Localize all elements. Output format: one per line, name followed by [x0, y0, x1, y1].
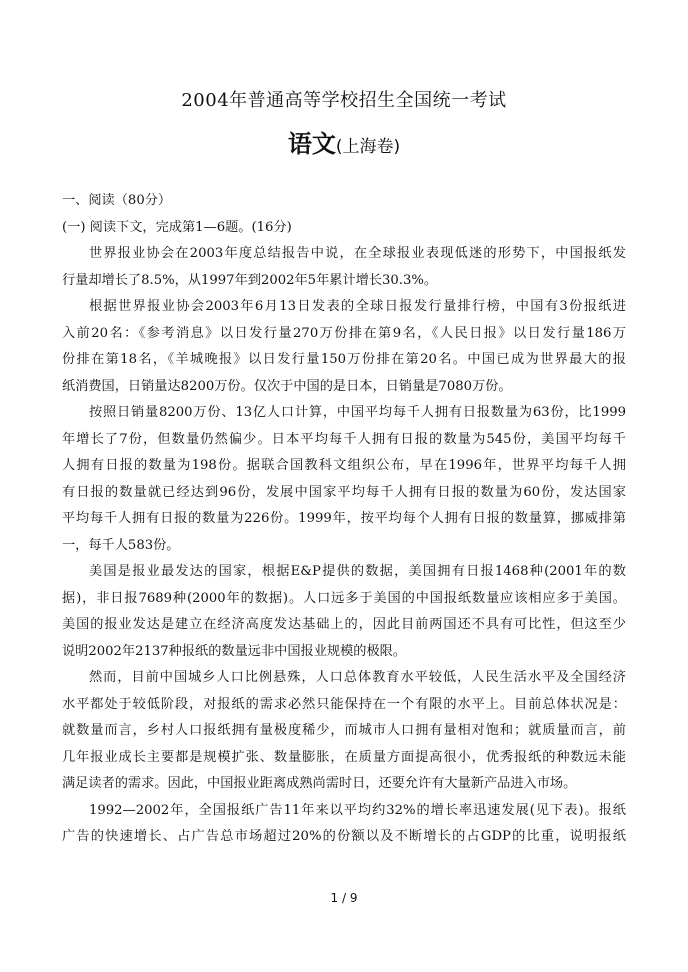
paragraph-line: 一，每千人583份。 — [62, 537, 180, 553]
paragraph-1 — [62, 241, 626, 294]
paragraph-line: 然而，目前中国城乡人口比例悬殊，人口总体教育水平较低，人民生活水平及全国经济 — [89, 670, 626, 685]
page-number: 1 / 9 — [330, 891, 358, 905]
paragraph-line: 有日报的数量就已经达到96份，发展中国家平均每千人拥有日报的数量为60份，发达国家 — [62, 484, 626, 500]
paragraph-line: 份排在第18名，《羊城晚报》以日发行量150万份排在第20名。中国已成为世界最大的报 — [62, 352, 626, 367]
paragraph-line: 人拥有日报的数量为198份。据联合国教科文组织公布，早在1996年，世界平均每千人拥 — [62, 458, 626, 473]
exam-subtitle — [0, 128, 688, 163]
paragraph-6 — [62, 798, 626, 851]
paragraph-2 — [62, 294, 626, 400]
paragraph-4 — [62, 559, 626, 665]
paragraph-line: 行量却增长了8.5%，从1997年到2002年5年累计增长30.3%。 — [62, 272, 438, 288]
paragraph-line: 世界报业协会在2003年度总结报告中说，在全球报业表现低迷的形势下，中国报纸发 — [89, 246, 626, 261]
paragraph-line: 据)，非日报7689种(2000年的数据)。人口远多于美国的中国报纸数量应该相应多于美国。 — [62, 590, 626, 606]
paragraph-line: 1992—2002年，全国报纸广告11年来以平均约32%的增长率迅速发展(见下表)。报纸 — [89, 802, 626, 818]
paragraph-line: 按照日销量8200万份、13亿人口计算，中国平均每千人拥有日报数量为63份，比1999 — [89, 405, 626, 420]
paragraph-line: 水平都处于较低阶段，对报纸的需求必然只能保持在一个有限的水平上。目前总体状况是： — [62, 696, 626, 712]
document-body — [62, 188, 626, 851]
paragraph-line: 美国是报业最发达的国家，根据E&P提供的数据，美国拥有日报1468种(2001年的数 — [89, 564, 626, 579]
paragraph-5 — [62, 665, 626, 798]
paragraph-line: 就数量而言，乡村人口报纸拥有量极度稀少，而城市人口拥有量相对饱和；就质量而言，前 — [62, 723, 626, 738]
paragraph-line: 根据世界报业协会2003年6月13日发表的全球日报发行量排行榜，中国有3份报纸进 — [89, 299, 626, 314]
paragraph-3 — [62, 400, 626, 559]
paragraph-line: 入前20名：《参考消息》以日发行量270万份排在第9名，《人民日报》以日发行量186万 — [62, 325, 626, 341]
paragraph-line: 几年报业成长主要都是规模扩张、数量膨胀，在质量方面提高很小，优秀报纸的种数远未能 — [62, 749, 626, 765]
subject-name: 语文 — [287, 130, 336, 158]
paragraph-line: 广告的快速增长、占广告总市场超过20%的份额以及不断增长的占GDP的比重，说明报纸 — [62, 829, 626, 844]
paragraph-line: 年增长了7份，但数量仍然偏少。日本平均每千人拥有日报的数量为545份，美国平均每千 — [62, 431, 626, 447]
exam-title: 2004年普通高等学校招生全国统一考试 — [181, 90, 507, 111]
paragraph-line: 纸消费国，日销量达8200万份。仅次于中国的是日本，日销量是7080万份。 — [62, 378, 512, 394]
paragraph-line: 满足读者的需求。因此，中国报业距离成熟尚需时日，还要允许有大量新产品进入市场。 — [62, 776, 577, 791]
paragraph-line: 平均每千人拥有日报的数量为226份。1999年，按平均每个人拥有日报的数量算，挪威排第 — [62, 511, 626, 526]
paragraph-line: 美国的报业发达是建立在经济高度发达基础上的，因此目前两国还不具有可比性，但这至少 — [62, 617, 626, 632]
paragraph-line: 说明2002年2137种报纸的数量远非中国报业规模的极限。 — [62, 643, 407, 659]
exam-region: (上海卷) — [335, 137, 401, 157]
part-heading: (一) 阅读下文，完成第1—6题。(16分) — [62, 219, 292, 235]
section-heading: 一、阅读（80分） — [62, 193, 172, 208]
